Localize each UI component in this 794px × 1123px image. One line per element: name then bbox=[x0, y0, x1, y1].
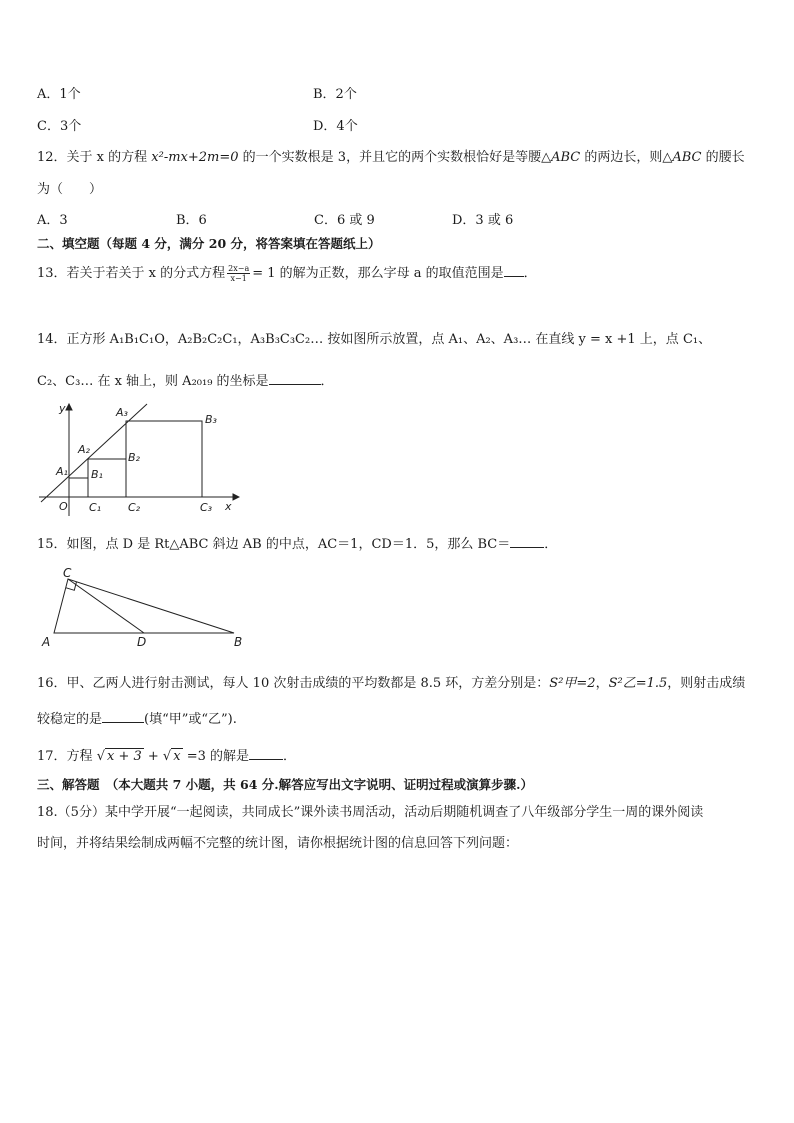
q17-prefix: 17．方程 bbox=[37, 749, 97, 764]
q13-fraction-denominator: x−1 bbox=[230, 274, 247, 283]
q15-text: 15．如图，点 D 是 Rt△ABC 斜边 AB 的中点，AC＝1，CD＝1．5，那么 BC＝ bbox=[37, 537, 511, 552]
q12-option-a: A．3 bbox=[37, 213, 68, 228]
y-axis-arrow bbox=[66, 404, 72, 410]
label-b1: B₁ bbox=[91, 468, 103, 481]
q12-triangle-1: △ABC bbox=[541, 150, 581, 165]
q11-option-d: D．4个 bbox=[313, 119, 358, 134]
q14-line-2-text: C₂、C₃… 在 x 轴上，则 A₂₀₁₉ 的坐标是 bbox=[37, 374, 269, 389]
q17-sqrt-2: x bbox=[173, 749, 181, 764]
q16-line-2b: (填“甲”或“乙”). bbox=[144, 712, 237, 727]
q14-line-2: C₂、C₃… 在 x 轴上，则 A₂₀₁₉ 的坐标是 ． bbox=[37, 374, 334, 389]
q12-option-d: D．3 或 6 bbox=[452, 213, 514, 228]
q16-line-1a: 16．甲、乙两人进行射击测试，每人 10 次射击成绩的平均数都是 8.5 环，方差分别是： bbox=[37, 676, 550, 691]
q12-middle-2: 的两边长，则 bbox=[580, 150, 663, 165]
label-o: O bbox=[59, 500, 68, 513]
q12-option-c: C．6 或 9 bbox=[314, 213, 375, 228]
q16-line-1: 16．甲、乙两人进行射击测试，每人 10 次射击成绩的平均数都是 8.5 环，方差分别是：S²甲=2，S²乙=1.5，则射击成绩 bbox=[37, 676, 746, 691]
q12-suffix: 的腰长 bbox=[701, 150, 745, 165]
q12-line-2: 为（ ） bbox=[37, 182, 103, 197]
q18-line-1: 18.（5分）某中学开展“一起阅读，共同成长”课外读书周活动，活动后期随机调查了八年级部分学生一周的课外阅读 bbox=[37, 805, 704, 820]
q16-answer-blank[interactable] bbox=[102, 710, 144, 723]
q12-middle: 的一个实数根是 3，并且它的两个实数根恰好是等腰 bbox=[238, 150, 542, 165]
label-y: y bbox=[59, 402, 66, 415]
sqrt-icon: √ bbox=[96, 749, 105, 764]
label-c1: C₁ bbox=[89, 501, 102, 514]
q17-stem: 17．方程 √ x + 3 + √ x =3 的解是 ． bbox=[37, 749, 297, 764]
q16-line-2 bbox=[37, 708, 237, 727]
q17-answer-blank[interactable] bbox=[249, 747, 283, 760]
label-x: x bbox=[225, 500, 232, 513]
q15-stem: 15．如图，点 D 是 Rt△ABC 斜边 AB 的中点，AC＝1，CD＝1．5，那么 BC＝ ． bbox=[37, 537, 558, 552]
q12-option-b: B．6 bbox=[176, 213, 207, 228]
q14-answer-blank[interactable] bbox=[269, 372, 321, 385]
label-d: D bbox=[137, 635, 147, 649]
label-c2: C₂ bbox=[128, 501, 141, 514]
q11-option-a: A．1个 bbox=[37, 87, 81, 102]
label-a3: A₃ bbox=[116, 406, 128, 419]
q12-prefix: 12．关于 x 的方程 bbox=[37, 150, 152, 165]
q12-equation: x²-mx+2m=0 bbox=[151, 150, 239, 165]
q16-variance-yi: S²乙=1.5 bbox=[608, 676, 668, 691]
q18-line-2: 时间，并将结果绘制成两幅不完整的统计图，请你根据统计图的信息回答下列问题： bbox=[37, 836, 519, 851]
q17-sqrt-1: x + 3 bbox=[106, 749, 142, 764]
q13-fraction bbox=[227, 264, 250, 283]
q11-option-b: B．2个 bbox=[313, 87, 357, 102]
q15-triangle-figure bbox=[38, 563, 250, 651]
square-1 bbox=[69, 478, 88, 497]
sqrt-icon: √ bbox=[162, 749, 172, 764]
q16-line-2a: 较稳定的是 bbox=[37, 712, 103, 727]
q13-suffix: 的解为正数，那么字母 a 的取值范围是 bbox=[275, 266, 504, 281]
q13-stem: 13．若关于若关于 x 的分式方程 $\frac{2x-a}{x-1}$ = 1 的解为正数，那么字母 a 的取值范围是 ． bbox=[37, 264, 537, 283]
q17-rhs: =3 的解是 bbox=[182, 749, 249, 764]
q12-stem bbox=[37, 146, 745, 165]
q13-answer-blank[interactable] bbox=[504, 264, 524, 277]
section-3-title: 三、解答题 （本大题共 7 小题，共 64 分.解答应写出文字说明、证明过程或演算步骤.） bbox=[37, 777, 533, 792]
x-axis-arrow bbox=[233, 494, 239, 500]
q13-equation-rhs: = 1 bbox=[252, 266, 276, 281]
q17-plus: + bbox=[143, 749, 163, 764]
label-b2: B₂ bbox=[128, 451, 140, 464]
q14-squares-figure bbox=[35, 398, 240, 520]
q13-prefix: 13．若关于若关于 x 的分式方程 bbox=[37, 266, 226, 281]
label-a2: A₂ bbox=[78, 443, 90, 456]
q11-option-c: C．3个 bbox=[37, 119, 82, 134]
label-a1: A₁ bbox=[56, 465, 68, 478]
q14-line-1: 14．正方形 A₁B₁C₁O，A₂B₂C₂C₁，A₃B₃C₃C₂… 按如图所示放置，点 A₁、A₂、A₃… 在直线 y = x +1 上，点 C₁、 bbox=[37, 332, 712, 347]
label-c: C bbox=[63, 566, 72, 580]
q13-fraction-numerator: 2x−a bbox=[228, 264, 250, 273]
label-b: B bbox=[234, 635, 243, 649]
q15-answer-blank[interactable] bbox=[510, 535, 544, 548]
q16-variance-jia: S²甲=2 bbox=[549, 676, 596, 691]
label-b3: B₃ bbox=[205, 413, 217, 426]
median-cd bbox=[68, 579, 144, 633]
q12-triangle-2: △ABC bbox=[662, 150, 702, 165]
label-a: A bbox=[42, 635, 51, 649]
triangle-abc bbox=[54, 579, 234, 633]
q16-line-1b: ，则射击成绩 bbox=[667, 676, 746, 691]
label-c3: C₃ bbox=[200, 501, 213, 514]
section-2-title: 二、填空题（每题 4 分，满分 20 分，将答案填在答题纸上） bbox=[37, 236, 381, 251]
